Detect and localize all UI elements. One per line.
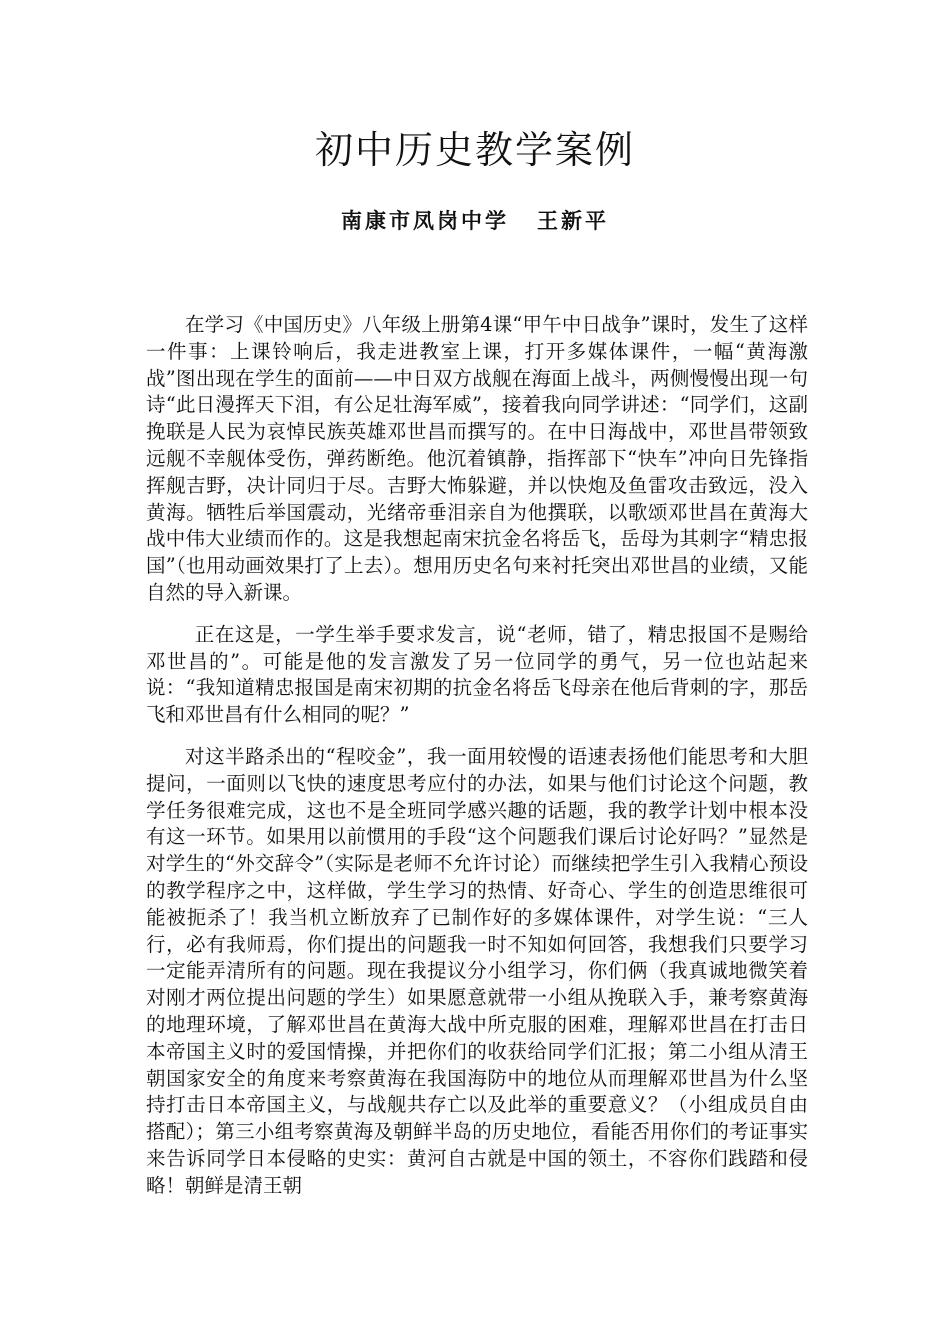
- author-line: [0, 206, 950, 236]
- document-body: [146, 312, 808, 1215]
- author-school: 南康市凤岗中学: [341, 208, 509, 233]
- paragraph: 在学习《中国历史》八年级上册第4课“甲午中日战争”课时，发生了这样一件事：上课铃响后，我走进教室上课，打开多媒体课件，一幅“黄海激战”图出现在学生的面前——中日双方战舰在海面上战斗，两侧慢慢出现一句诗“此日漫挥天下泪，有公足壮海军威”，接着我向同学讲述：“同学们，这副挽联是人民为哀悼民族英雄邓世昌而撰写的。在中日海战中，邓世昌带领致远舰不幸舰体受伤，弹药断绝。他沉着镇静，指挥部下“快车”冲向日先锋指挥舰吉野，决计同归于尽。吉野大怖躲避，并以快炮及鱼雷攻击致远，没入黄海。牺牲后举国震动，光绪帝垂泪亲自为他撰联，以歌颂邓世昌在黄海大战中伟大业绩而作的。这是我想起南宋抗金名将岳飞，岳母为其刺字“精忠报国”（也用动画效果打了上去）。想用历史名句来衬托突出邓世昌的业绩，又能自然的导入新课。: [146, 313, 808, 604]
- paragraph: 对这半路杀出的“程咬金”，我一面用较慢的语速表扬他们能思考和大胆提问，一面则以飞快的速度思考应付的办法，如果与他们讨论这个问题，教学任务很难完成，这也不是全班同学感兴趣的话题，我的教学计划中根本没有这一环节。如果用以前惯用的手段“这个问题我们课后讨论好吗？”显然是对学生的“外交辞令”（实际是老师不允许讨论）而继续把学生引入我精心预设的教学程序之中，这样做，学生学习的热情、好奇心、学生的创造思维很可能被扼杀了！我当机立断放弃了已制作好的多媒体课件，对学生说：“三人行，必有我师焉，你们提出的问题我一时不知如何回答，我想我们只要学习一定能弄清所有的问题。现在我提议分小组学习，你们俩（我真诚地微笑着对刚才两位提出问题的学生）如果愿意就带一小组从挽联入手，兼考察黄海的地理环境，了解邓世昌在黄海大战中所克服的困难，理解邓世昌在打击日本帝国主义时的爱国情操，并把你们的收获给同学们汇报；第二小组从清王朝国家安全的角度来考察黄海在我国海防中的地位从而理解邓世昌为什么坚持打击日本帝国主义，与战舰共存亡以及此举的重要意义？（小组成员自由搭配）；第三小组考察黄海及朝鲜半岛的历史地位，看能否用你们的考证事实来告诉同学日本侵略的史实：黄河自古就是中国的领土，不容你们践踏和侵略！朝鲜是清王朝: [146, 744, 808, 1197]
- author-name: 王新平: [537, 208, 609, 233]
- document-title: 初中历史教学案例: [314, 128, 635, 172]
- paragraph: 正在这是，一学生举手要求发言，说“老师，错了，精忠报国不是赐给邓世昌的”。可能是他的发言激发了另一位同学的勇气，另一位也站起来说：“我知道精忠报国是南宋初期的抗金名将岳飞母亲在他后背刺的字，那岳飞和邓世昌有什么相同的呢？”: [146, 622, 808, 727]
